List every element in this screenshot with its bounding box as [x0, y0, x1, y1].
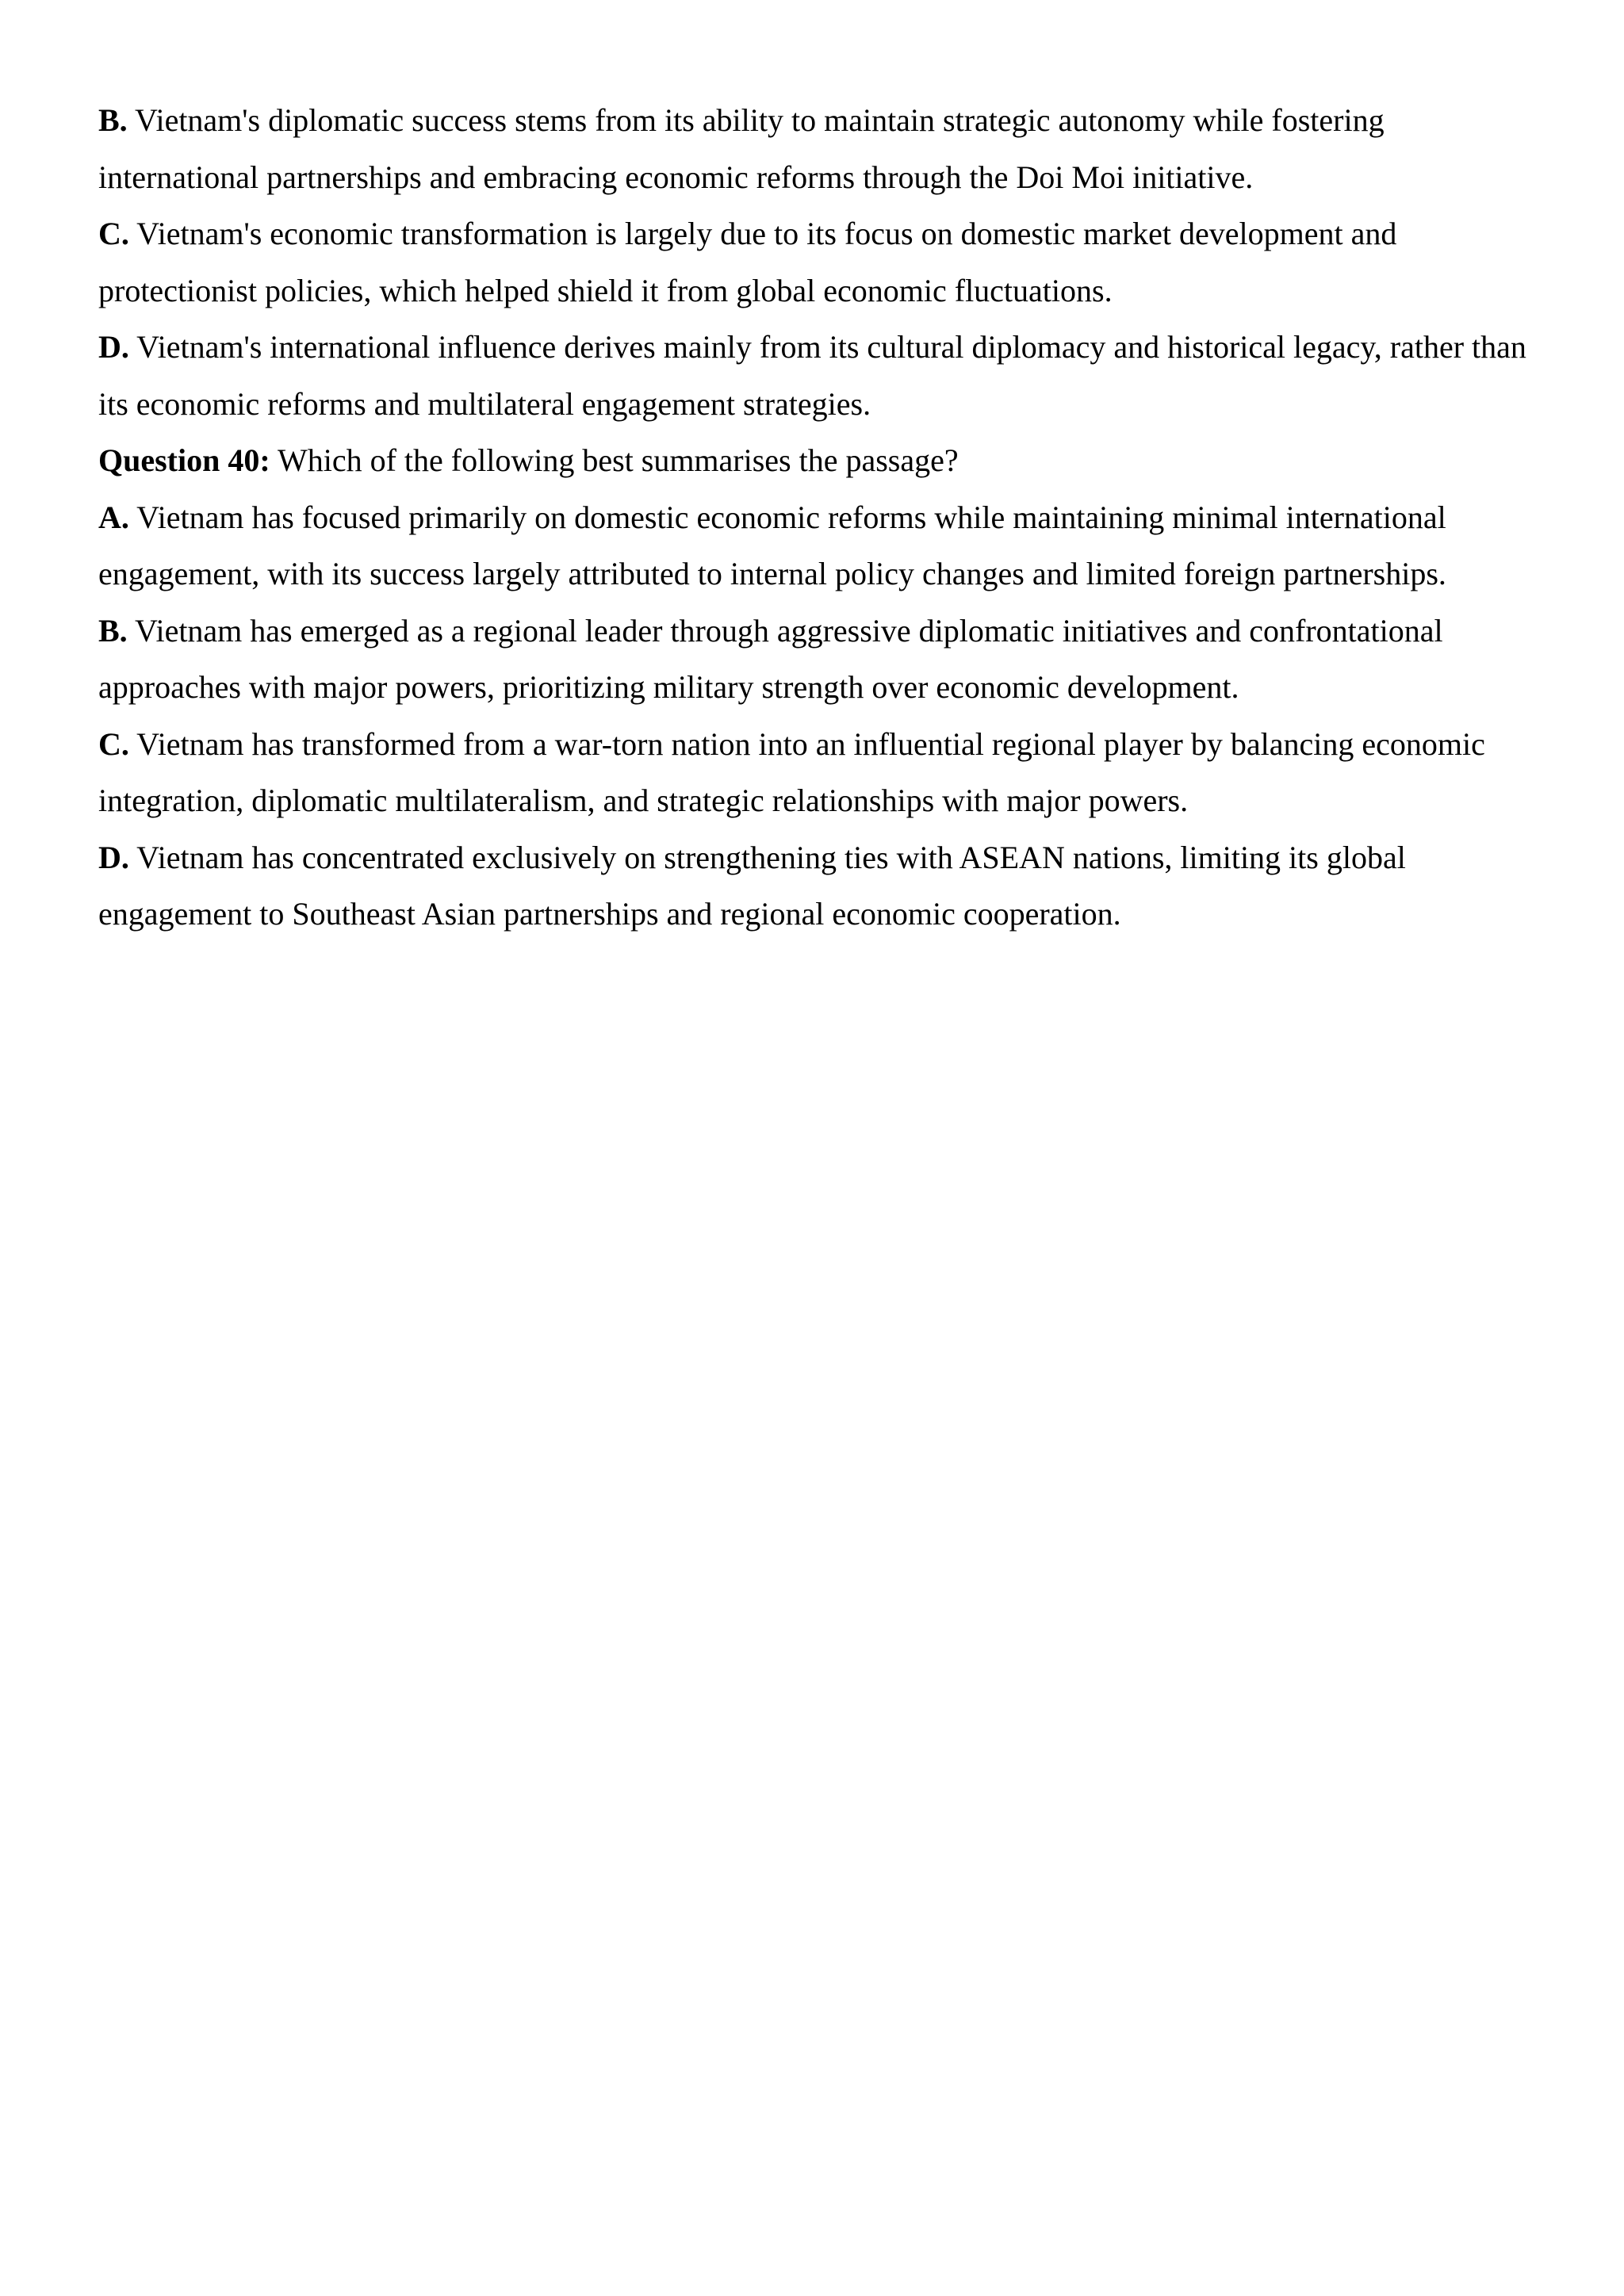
q40-option-d	[98, 829, 1549, 943]
option-text: Vietnam has focused primarily on domestic economic reforms while maintaining minimal international engagement, with its success largely attributed to internal policy changes and limited foreign partnerships.	[98, 499, 1446, 591]
option-label: B.	[98, 102, 128, 138]
q39-option-c	[98, 205, 1549, 319]
question-label: Question 40:	[98, 442, 270, 478]
q40-option-c	[98, 716, 1549, 829]
option-label: B.	[98, 612, 128, 649]
option-label: C.	[98, 216, 129, 251]
option-label: A.	[98, 499, 129, 535]
document-page	[98, 92, 1549, 943]
option-text: Vietnam's economic transformation is largely due to its focus on domestic market development and protectionist policies, which helped shield it from global economic fluctuations.	[98, 216, 1397, 308]
option-text: Vietnam has concentrated exclusively on strengthening ties with ASEAN nations, limiting its global engagement to Southeast Asian partnerships and regional economic cooperation.	[98, 839, 1406, 932]
option-text: Vietnam has transformed from a war-torn nation into an influential regional player by balancing economic integration, diplomatic multilateralism, and strategic relationships with major powers.	[98, 725, 1485, 818]
option-text: Vietnam's international influence derives mainly from its cultural diplomacy and historical legacy, rather than its economic reforms and multilateral engagement strategies.	[98, 329, 1526, 422]
q40-option-b	[98, 603, 1549, 716]
question-40-stem	[98, 432, 1549, 489]
q39-option-b	[98, 92, 1549, 205]
option-text: Vietnam's diplomatic success stems from its ability to maintain strategic autonomy while fostering international partnerships and embracing economic reforms through the Doi Moi initiative.	[98, 102, 1385, 195]
q40-option-a	[98, 489, 1549, 603]
question-text: Which of the following best summarises the passage?	[270, 442, 959, 478]
q39-option-d	[98, 319, 1549, 432]
option-text: Vietnam has emerged as a regional leader through aggressive diplomatic initiatives and confrontational approaches with major powers, prioritizing military strength over economic development.	[98, 612, 1443, 705]
option-label: D.	[98, 329, 129, 365]
option-label: C.	[98, 725, 129, 762]
option-label: D.	[98, 839, 129, 875]
